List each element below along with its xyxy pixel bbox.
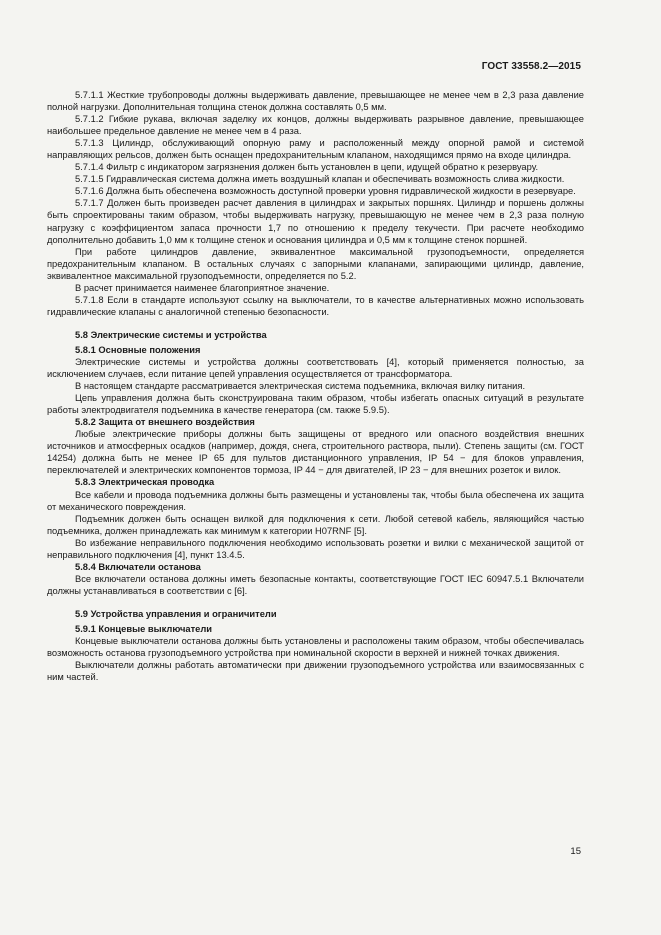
paragraph-protection: Любые электрические приборы должны быть защищены от вредного или опасного воздействия внешних источников и атмосферных осадков (например, дождя, снега, строительного раствора, пыли). Степень защиты (см. ГОСТ 14254) должна быть не менее IP 65 для пультов дистанционного управления, IP 54 − для блоков управления, переключателей и электрических компонентов тормоза, IP 44 − для двигателей, IP 23 − для внешних розеток и вилок. [47, 429, 584, 476]
paragraph-stop-switches: Все включатели останова должны иметь безопасные контакты, соответствующие ГОСТ IEC 60947.5.1 Включатели должны устанавливаться в соответствии с [6]. [47, 573, 584, 596]
section-heading-5-8: 5.8 Электрические системы и устройства [75, 329, 267, 340]
subsection-heading-5-8-1: 5.8.1 Основные положения [75, 344, 201, 355]
subsection-heading-5-8-4: 5.8.4 Включатели останова [75, 561, 201, 572]
paragraph-sockets: Во избежание неправильного подключения необходимо использовать розетки и вилки с механической защитой от неправильного подключения [4], пункт 13.4.5. [47, 537, 584, 560]
paragraph-5-7-1-4: 5.7.1.4 Фильтр с индикатором загрязнения должен быть установлен в цепи, идущей обратно к резервуару. [75, 162, 539, 173]
body-text [47, 89, 584, 683]
paragraph-5-7-1-5: 5.7.1.5 Гидравлическая система должна иметь воздушный клапан и обеспечивать возможность слива жидкости. [75, 174, 565, 185]
page-number: 15 [570, 846, 581, 857]
paragraph-plug: Подъемник должен быть оснащен вилкой для подключения к сети. Любой сетевой кабель, являющийся частью подъемника, должен принадлежать как минимум к категории H07RNF [5]. [47, 513, 584, 536]
subsection-heading-5-9-1: 5.9.1 Концевые выключатели [75, 623, 213, 634]
section-heading-5-9: 5.9 Устройства управления и ограничители [75, 608, 277, 619]
paragraph-5-7-1-2: 5.7.1.2 Гибкие рукава, включая заделку их концов, должны выдерживать разрывное давление, превышающее наибольшее предельное давление не менее чем в 4 раза. [47, 114, 584, 137]
paragraph-pressure: При работе цилиндров давление, эквивалентное максимальной грузоподъемности, определяется предохранительным клапаном. В остальных случаях с запорными клапанами, запирающими цилиндр, давление, эквивалентное максимальной грузоподъемности, определяется по 5.2. [47, 246, 584, 281]
paragraph-limit-switches: Концевые выключатели останова должны быть установлены и расположены таким образом, чтобы обеспечивалась возможность останова грузоподъемного устройства при номинальной скорости в верхней и нижней точках движения. [47, 636, 584, 659]
paragraph-unfavorable-value: В расчет принимается наименее благоприятное значение. [75, 282, 330, 293]
standard-designation: ГОСТ 33558.2—2015 [481, 61, 581, 72]
paragraph-scope: В настоящем стандарте рассматривается электрическая система подъемника, включая вилку питания. [75, 381, 526, 392]
paragraph-5-7-1-1: 5.7.1.1 Жесткие трубопроводы должны выдерживать давление, превышающее не менее чем в 2,3 раза давление полной нагрузки. Дополнительная толщина стенок должна составлять 0,5 мм. [47, 90, 584, 113]
paragraph-cables: Все кабели и провода подъемника должны быть размещены и установлены так, чтобы была обеспечена их защита от механического повреждения. [47, 489, 584, 512]
paragraph-automatic-operation: Выключатели должны работать автоматически при движении грузоподъемного устройства или взаимосвязанных с ним частей. [47, 660, 584, 683]
paragraph-control-circuit: Цепь управления должна быть сконструирована таким образом, чтобы избегать опасных ситуаций в результате работы электродвигателя подъемника в качестве генератора (см. также 5.9.5). [47, 393, 584, 416]
paragraph-5-7-1-8: 5.7.1.8 Если в стандарте используют ссылку на выключатели, то в качестве альтернативных можно использовать гидравлические клапаны с аналогичной степенью безопасности. [47, 294, 584, 317]
paragraph-electrical-systems: Электрические системы и устройства должны соответствовать [4], который применяется полностью, за исключением случаев, если питание цепей управления осуществляется от трансформатора. [47, 356, 584, 380]
paragraph-5-7-1-6: 5.7.1.6 Должна быть обеспечена возможность доступной проверки уровня гидравлической жидкости в резервуаре. [75, 186, 576, 197]
paragraph-5-7-1-3: 5.7.1.3 Цилиндр, обслуживающий опорную раму и расположенный между опорной рамой и системой направляющих рельсов, должен быть оснащен предохранительным клапаном, находящимся прямо на входе цилиндра. [47, 138, 584, 161]
paragraph-5-7-1-7: 5.7.1.7 Должен быть произведен расчет давления в цилиндрах и закрытых поршнях. Цилиндр и поршень должны быть спроектированы таким образом, чтобы выдерживать нагрузку, превышающую не менее чем в 2,3 раза полную нагрузку с коэффициентом запаса прочности 1,7 по отношению к пределу текучести. При расчете необходимо дополнительно добавить 1,0 мм к толщине стенок и основания цилиндра и 0,5 мм к толщине стенок поршней. [47, 198, 584, 245]
subsection-heading-5-8-3: 5.8.3 Электрическая проводка [75, 477, 215, 488]
subsection-heading-5-8-2: 5.8.2 Защита от внешнего воздействия [75, 417, 255, 428]
